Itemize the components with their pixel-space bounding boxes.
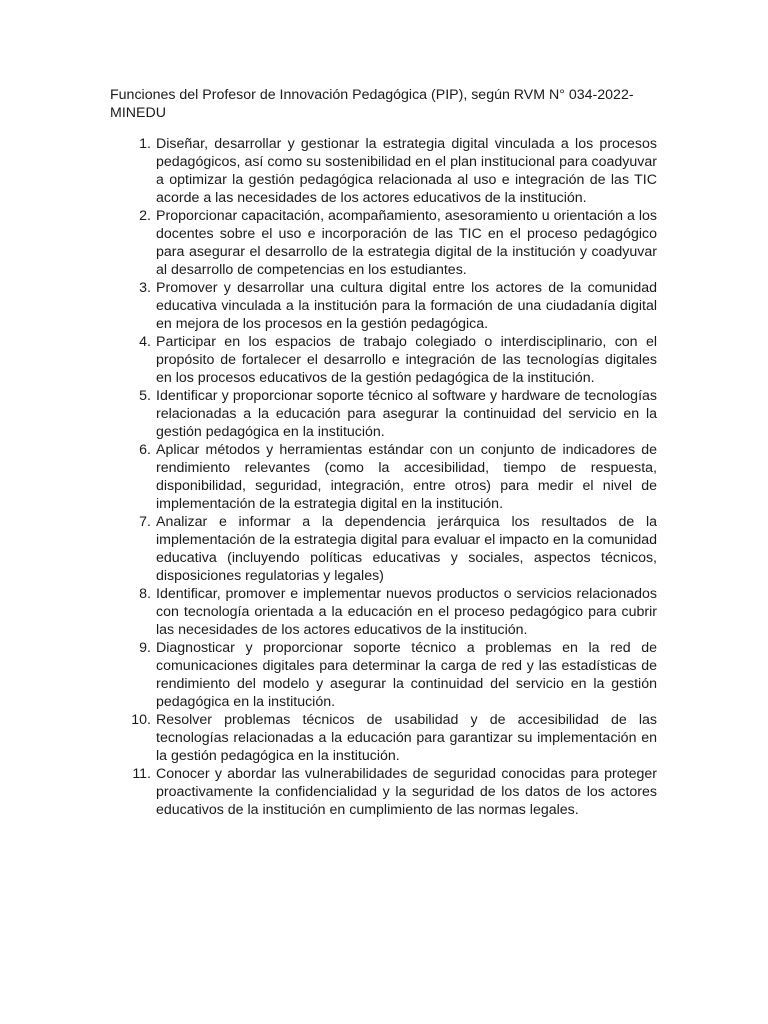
- item-number: 4.: [139, 334, 151, 350]
- functions-list: [110, 135, 657, 819]
- list-item: [110, 135, 657, 207]
- item-text: Aplicar métodos y herramientas estándar con un conjunto de indicadores de rendimiento relevantes (como la accesibilidad, tiempo de respuesta, disponibilidad, seguridad, integración, entre otros) para medir el nivel de implementación de la estrategia digital en la institución.: [156, 442, 657, 512]
- item-text: Participar en los espacios de trabajo colegiado o interdisciplinario, con el propósito de fortalecer el desarrollo e integración de las tecnologías digitales en los procesos educativos de la gestión pedagógica de la institución.: [156, 334, 657, 386]
- document-title: Funciones del Profesor de Innovación Pedagógica (PIP), según RVM N° 034-2022-MINEDU: [110, 87, 634, 121]
- item-text: Analizar e informar a la dependencia jerárquica los resultados de la implementación de la estrategia digital para evaluar el impacto en la comunidad educativa (incluyendo políticas educativas y sociales, aspectos técnicos, disposiciones regulatorias y legales): [156, 514, 657, 584]
- item-text: Resolver problemas técnicos de usabilidad y de accesibilidad de las tecnologías relacionadas a la educación para garantizar su implementación en la gestión pedagógica en la institución.: [156, 712, 657, 764]
- list-item: [110, 207, 657, 279]
- list-item: [110, 441, 657, 513]
- item-number: 3.: [139, 280, 151, 296]
- item-number: 10.: [131, 712, 151, 728]
- item-number: 7.: [139, 514, 151, 530]
- item-text: Identificar y proporcionar soporte técnico al software y hardware de tecnologías relacionadas a la educación para asegurar la continuidad del servicio en la gestión pedagógica en la institución.: [156, 388, 657, 440]
- item-number: 8.: [139, 586, 151, 602]
- list-item: [110, 333, 657, 387]
- list-item: [110, 513, 657, 585]
- list-item: [110, 711, 657, 765]
- item-text: Diagnosticar y proporcionar soporte técnico a problemas en la red de comunicaciones digitales para determinar la carga de red y las estadísticas de rendimiento del modelo y asegurar la continuidad del servicio en la gestión pedagógica en la institución.: [156, 640, 657, 710]
- list-item: [110, 387, 657, 441]
- item-number: 2.: [139, 208, 151, 224]
- list-item: [110, 639, 657, 711]
- item-number: 9.: [139, 640, 151, 656]
- item-number: 11.: [132, 766, 151, 782]
- item-text: Promover y desarrollar una cultura digital entre los actores de la comunidad educativa vinculada a la institución para la formación de una ciudadanía digital en mejora de los procesos en la gestión pedagógica.: [156, 280, 657, 332]
- item-text: Proporcionar capacitación, acompañamiento, asesoramiento u orientación a los docentes sobre el uso e incorporación de las TIC en el proceso pedagógico para asegurar el desarrollo de la estrategia digital de la institución y coadyuvar al desarrollo de competencias en los estudiantes.: [156, 208, 657, 278]
- item-number: 5.: [139, 388, 151, 404]
- item-text: Conocer y abordar las vulnerabilidades de seguridad conocidas para proteger proactivamente la confidencialidad y la seguridad de los datos de los actores educativos de la institución en cumplimiento de las normas legales.: [156, 766, 657, 818]
- list-item: [110, 585, 657, 639]
- item-number: 1.: [139, 136, 151, 152]
- list-item: [110, 765, 657, 819]
- item-text: Diseñar, desarrollar y gestionar la estrategia digital vinculada a los procesos pedagógicos, así como su sostenibilidad en el plan institucional para coadyuvar a optimizar la gestión pedagógica relacionada al uso e integración de las TIC acorde a las necesidades de los actores educativos de la institución.: [156, 136, 657, 206]
- list-item: [110, 279, 657, 333]
- item-text: Identificar, promover e implementar nuevos productos o servicios relacionados con tecnología orientada a la educación en el proceso pedagógico para cubrir las necesidades de los actores educativos de la institución.: [156, 586, 657, 638]
- document-content: [110, 86, 657, 819]
- item-number: 6.: [139, 442, 151, 458]
